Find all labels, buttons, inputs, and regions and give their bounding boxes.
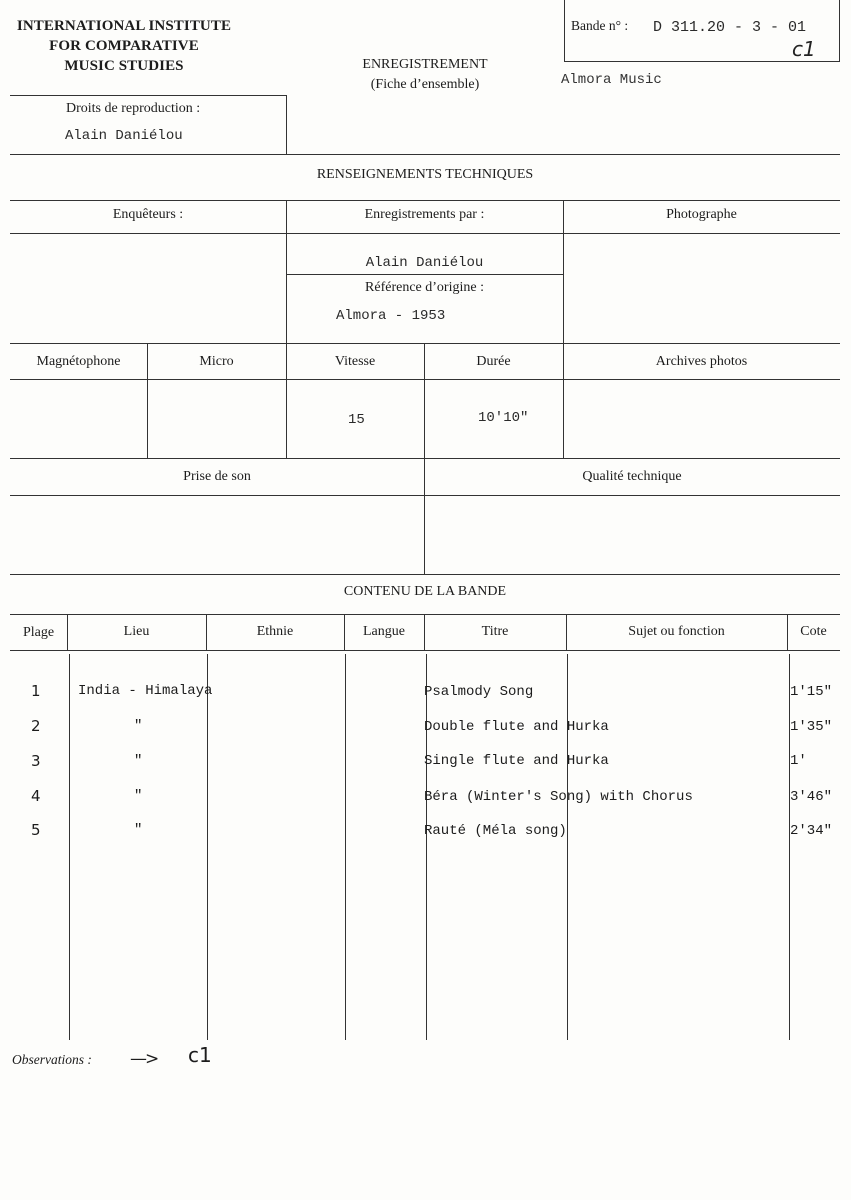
droits-value: Alain Daniélou (65, 128, 183, 144)
duree-value: 10'10" (478, 410, 529, 426)
vitesse-value: 15 (348, 412, 365, 428)
qualite-label: Qualité technique (582, 469, 682, 484)
magnetophone-label: Magnétophone (36, 354, 121, 369)
col-header-ethnie: Ethnie (256, 624, 294, 639)
micro-label: Micro (199, 354, 234, 369)
cell-lieu: India - Himalaya (78, 683, 213, 699)
institute-name (6, 16, 242, 76)
divider (207, 654, 208, 1040)
cell-lieu: " (134, 822, 143, 838)
bande-box-left (564, 0, 565, 62)
record-title: ENREGISTREMENT (362, 57, 488, 72)
institute-line-1: INTERNATIONAL INSTITUTE (16, 18, 232, 34)
rule (10, 343, 840, 344)
col-header-sujet: Sujet ou fonction (628, 624, 725, 639)
bande-box-bottom (564, 61, 840, 62)
duree-label: Durée (476, 354, 511, 369)
bande-suffix: c1 (792, 37, 816, 61)
divider (345, 654, 346, 1040)
enqueteurs-label: Enquêteurs : (112, 207, 184, 222)
cell-plage: 4 (31, 787, 41, 805)
vitesse-label: Vitesse (334, 354, 376, 369)
divider (69, 654, 70, 1040)
cell-lieu: " (134, 718, 143, 734)
bande-box-right (839, 0, 840, 62)
bande-number: D 311.20 - 3 - 01 (653, 19, 807, 36)
observations-label: Observations : (12, 1052, 92, 1067)
prise-label: Prise de son (183, 469, 251, 484)
divider (789, 654, 790, 1040)
droits-label: Droits de reproduction : (66, 101, 201, 116)
observations-arrow: —> (130, 1049, 158, 1069)
reference-label: Référence d’origine : (365, 280, 484, 295)
rule (10, 200, 840, 201)
observations-value: c1 (188, 1043, 212, 1067)
droits-box-right (286, 95, 287, 154)
cell-cote: 1' (790, 753, 807, 769)
bande-label: Bande n° : (571, 18, 629, 33)
technical-section-title: RENSEIGNEMENTS TECHNIQUES (316, 167, 534, 182)
archives-label: Archives photos (655, 354, 748, 369)
divider (426, 654, 427, 1040)
rule (10, 614, 840, 615)
photographe-label: Photographe (666, 207, 737, 222)
col-header-cote: Cote (800, 624, 827, 639)
cell-titre: Psalmody Song (424, 684, 534, 700)
collection-name: Almora Music (561, 72, 662, 88)
cell-cote: 1'15" (790, 684, 833, 700)
enregistrements-value: Alain Daniélou (365, 255, 484, 271)
col-header-lieu: Lieu (123, 624, 150, 639)
col-header-titre: Titre (481, 624, 509, 639)
divider (567, 654, 568, 1040)
cell-lieu: " (134, 788, 143, 804)
rule (10, 495, 840, 496)
institute-line-2: FOR COMPARATIVE (49, 38, 199, 54)
rule (10, 650, 840, 651)
cell-cote: 2'34" (790, 823, 833, 839)
contents-section-title: CONTENU DE LA BANDE (343, 584, 507, 599)
col-header-langue: Langue (363, 624, 405, 639)
rule (287, 274, 563, 275)
col-header-plage: Plage (22, 625, 55, 640)
cell-titre: Rauté (Méla song) (424, 823, 567, 839)
cell-plage: 3 (31, 752, 41, 770)
cell-lieu: " (134, 753, 143, 769)
droits-box-top (10, 95, 287, 96)
cell-titre: Béra (Winter's Song) with Chorus (424, 789, 693, 805)
rule (10, 458, 840, 459)
rule (10, 574, 840, 575)
cell-plage: 5 (31, 821, 41, 839)
cell-plage: 2 (31, 717, 41, 735)
rule (10, 379, 840, 380)
cell-cote: 3'46" (790, 789, 833, 805)
cell-plage: 1 (31, 682, 41, 700)
cell-cote: 1'35" (790, 719, 833, 735)
enregistrements-label: Enregistrements par : (364, 207, 485, 222)
rule (10, 233, 840, 234)
institute-line-3: MUSIC STUDIES (64, 58, 184, 74)
cell-titre: Double flute and Hurka (424, 719, 609, 735)
rule (10, 154, 840, 155)
record-subtitle: (Fiche d’ensemble) (370, 77, 480, 92)
reference-value: Almora - 1953 (336, 308, 446, 324)
cell-titre: Single flute and Hurka (424, 753, 609, 769)
